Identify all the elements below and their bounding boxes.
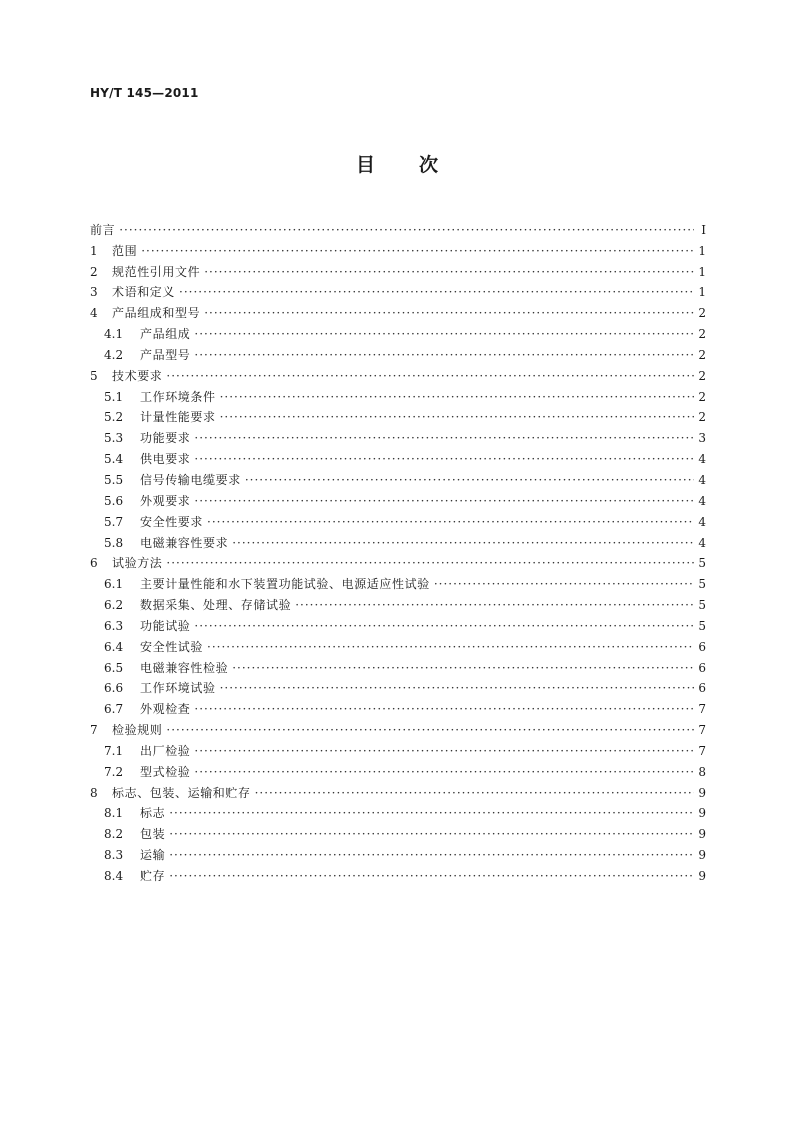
toc-entry[interactable] [90, 737, 706, 758]
toc-entry[interactable] [90, 800, 706, 821]
toc-entry[interactable] [90, 862, 706, 883]
toc-entry-page: 6 [698, 639, 706, 654]
toc-entry-page: 6 [698, 660, 706, 675]
toc-entry-number: 5 [90, 368, 98, 383]
toc-entry[interactable] [90, 508, 706, 529]
toc-entry-number: 6.2 [104, 598, 124, 613]
toc-entry[interactable] [90, 633, 706, 654]
toc-entry[interactable] [90, 779, 706, 800]
toc-leader-dots [255, 786, 694, 800]
toc-entry-number: 7 [90, 723, 98, 738]
toc-entry[interactable] [90, 237, 706, 258]
toc-entry[interactable] [90, 820, 706, 841]
toc-leader-dots [179, 285, 694, 299]
toc-entry-page: 9 [698, 848, 706, 863]
toc-entry-title: 功能试验 [140, 618, 191, 633]
toc-entry-page: 1 [698, 285, 706, 300]
toc-leader-dots [194, 452, 694, 466]
toc-leader-dots [194, 744, 694, 758]
toc-entry-number: 8.4 [104, 869, 124, 883]
toc-entry-page: 1 [698, 243, 706, 258]
toc-entry[interactable] [90, 424, 706, 445]
toc-entry-page: 4 [698, 472, 706, 487]
toc-entry-title: 外观检查 [140, 702, 191, 717]
toc-entry-title: 产品组成 [140, 327, 191, 342]
toc-leader-dots [169, 827, 694, 841]
toc-leader-dots [169, 869, 694, 883]
toc-entry[interactable] [90, 383, 706, 404]
toc-entry-title: 标志、包装、运输和贮存 [112, 785, 251, 800]
toc-entry-page: Ⅰ [701, 222, 706, 237]
toc-entry-page: 4 [698, 493, 706, 508]
toc-leader-dots [194, 431, 694, 445]
toc-entry-number: 5.8 [104, 535, 124, 550]
toc-leader-dots [194, 327, 694, 341]
toc-entry-page: 9 [698, 785, 706, 800]
toc-leader-dots [169, 806, 694, 820]
toc-entry-number: 1 [90, 243, 98, 258]
toc-entry-page: 5 [698, 556, 706, 571]
toc-entry-title: 电磁兼容性要求 [140, 535, 229, 550]
toc-entry-page: 8 [698, 764, 706, 779]
toc-leader-dots [141, 244, 694, 258]
toc-entry-number: 5.1 [104, 389, 124, 404]
toc-entry-number: 4.1 [104, 327, 124, 342]
toc-entry-number: 6 [90, 556, 98, 571]
toc-entry-title: 型式检验 [140, 764, 191, 779]
toc-entry-title: 出厂检验 [140, 743, 191, 758]
toc-entry[interactable] [90, 299, 706, 320]
page-title [0, 150, 794, 177]
toc-entry[interactable] [90, 487, 706, 508]
toc-entry[interactable] [90, 841, 706, 862]
toc-entry-title: 电磁兼容性检验 [140, 660, 229, 675]
toc-leader-dots [194, 765, 694, 779]
toc-entry[interactable] [90, 675, 706, 696]
toc-entry-number: 2 [90, 264, 98, 279]
toc-entry-page: 7 [698, 743, 706, 758]
toc-entry-number: 5.4 [104, 452, 124, 467]
toc-leader-dots [295, 598, 694, 612]
toc-entry-number: 3 [90, 285, 98, 300]
toc-entry-page: 2 [698, 327, 706, 342]
toc-entry-page: 9 [698, 806, 706, 821]
toc-entry-number: 8.3 [104, 848, 124, 863]
toc-entry-number: 6.5 [104, 660, 124, 675]
toc-leader-dots [207, 640, 694, 654]
toc-entry-number: 4 [90, 306, 98, 321]
toc-entry-title: 功能要求 [140, 431, 191, 446]
toc-entry-title: 产品组成和型号 [112, 306, 201, 321]
toc-entry[interactable] [90, 716, 706, 737]
toc-entry-number: 6.6 [104, 681, 124, 696]
toc-entry[interactable] [90, 445, 706, 466]
toc-entry[interactable] [90, 466, 706, 487]
toc-entry-title: 检验规则 [112, 723, 163, 738]
toc-entry-number: 6.7 [104, 702, 124, 717]
toc-entry-title: 试验方法 [112, 556, 163, 571]
toc-entry-title: 计量性能要求 [140, 410, 216, 425]
toc-entry-title: 主要计量性能和水下装置功能试验、电源适应性试验 [140, 577, 430, 592]
toc-entry-title: 范围 [112, 243, 138, 258]
toc-entry-page: 2 [698, 410, 706, 425]
toc-entry[interactable] [90, 279, 706, 300]
toc-leader-dots [220, 410, 694, 424]
toc-entry[interactable] [90, 216, 706, 237]
document-code: HY/T 145—2011 [90, 86, 199, 100]
toc-leader-dots [204, 306, 694, 320]
toc-entry-title: 标志 [140, 806, 166, 821]
toc-entry-page: 4 [698, 514, 706, 529]
toc-entry-title: 技术要求 [112, 368, 163, 383]
toc-entry[interactable] [90, 758, 706, 779]
toc-entry-page: 9 [698, 869, 706, 883]
toc-entry-number: 6.3 [104, 618, 124, 633]
toc-entry-number: 5.7 [104, 514, 124, 529]
toc-leader-dots [169, 848, 694, 862]
toc-entry[interactable] [90, 591, 706, 612]
toc-entry-page: 5 [698, 598, 706, 613]
title-char-1: 目 [355, 154, 375, 176]
toc-entry[interactable] [90, 320, 706, 341]
toc-entry[interactable] [90, 404, 706, 425]
toc-entry-title: 供电要求 [140, 452, 191, 467]
toc-leader-dots [220, 681, 694, 695]
toc-entry-title: 信号传输电缆要求 [140, 472, 241, 487]
toc-entry[interactable] [90, 258, 706, 279]
toc-leader-dots [245, 473, 694, 487]
toc-entry[interactable] [90, 341, 706, 362]
toc-entry-number: 7.2 [104, 764, 124, 779]
toc-leader-dots [119, 223, 694, 237]
toc-entry-page: 4 [698, 452, 706, 467]
toc-entry-number: 8 [90, 785, 98, 800]
toc-entry-title: 包装 [140, 827, 166, 842]
toc-leader-dots [434, 577, 694, 591]
toc-entry[interactable] [90, 612, 706, 633]
toc-entry-title: 术语和定义 [112, 285, 176, 300]
toc-leader-dots [166, 556, 694, 570]
toc-entry-number: 7.1 [104, 743, 124, 758]
toc-leader-dots [207, 515, 694, 529]
toc-entry-page: 3 [698, 431, 706, 446]
toc-leader-dots [220, 390, 694, 404]
toc-entry-page: 4 [698, 535, 706, 550]
toc-entry-number: 8.2 [104, 827, 124, 842]
toc-entry-title: 前言 [90, 222, 116, 237]
toc-entry[interactable] [90, 362, 706, 383]
toc-entry[interactable] [90, 654, 706, 675]
toc-leader-dots [166, 723, 694, 737]
title-char-2: 次 [419, 154, 439, 176]
toc-entry-page: 7 [698, 702, 706, 717]
toc-entry-title: 数据采集、处理、存储试验 [140, 598, 292, 613]
toc-leader-dots [232, 536, 694, 550]
toc-entry-number: 8.1 [104, 806, 124, 821]
toc-leader-dots [194, 619, 694, 633]
toc-entry-title: 贮存 [140, 869, 166, 883]
toc-entry-page: 1 [698, 264, 706, 279]
toc-entry-number: 5.6 [104, 493, 124, 508]
toc-leader-dots [166, 369, 694, 383]
toc-entry-page: 2 [698, 389, 706, 404]
toc-leader-dots [204, 265, 694, 279]
toc-entry-number: 5.5 [104, 472, 124, 487]
toc-entry-page: 2 [698, 306, 706, 321]
toc-entry-number: 6.1 [104, 577, 124, 592]
toc-entry[interactable] [90, 570, 706, 591]
toc-entry-number: 4.2 [104, 347, 124, 362]
toc-entry-number: 5.3 [104, 431, 124, 446]
toc-leader-dots [194, 348, 694, 362]
toc-entry[interactable] [90, 550, 706, 571]
toc-entry-page: 2 [698, 368, 706, 383]
toc-entry[interactable] [90, 529, 706, 550]
toc-entry-page: 5 [698, 577, 706, 592]
toc-entry-title: 规范性引用文件 [112, 264, 201, 279]
toc-entry-title: 安全性试验 [140, 639, 204, 654]
toc-entry-number: 6.4 [104, 639, 124, 654]
toc-entry-title: 外观要求 [140, 493, 191, 508]
toc-entry-title: 工作环境试验 [140, 681, 216, 696]
toc-entry-page: 7 [698, 723, 706, 738]
toc-leader-dots [232, 661, 694, 675]
toc-entry-page: 2 [698, 347, 706, 362]
toc-entry-title: 运输 [140, 848, 166, 863]
toc-leader-dots [194, 702, 694, 716]
toc-entry-page: 6 [698, 681, 706, 696]
toc-entry-title: 产品型号 [140, 347, 191, 362]
toc-entry[interactable] [90, 695, 706, 716]
toc-entry-page: 5 [698, 618, 706, 633]
table-of-contents [90, 216, 706, 883]
toc-entry-number: 5.2 [104, 410, 124, 425]
toc-entry-title: 工作环境条件 [140, 389, 216, 404]
toc-entry-page: 9 [698, 827, 706, 842]
toc-entry-title: 安全性要求 [140, 514, 204, 529]
toc-leader-dots [194, 494, 694, 508]
